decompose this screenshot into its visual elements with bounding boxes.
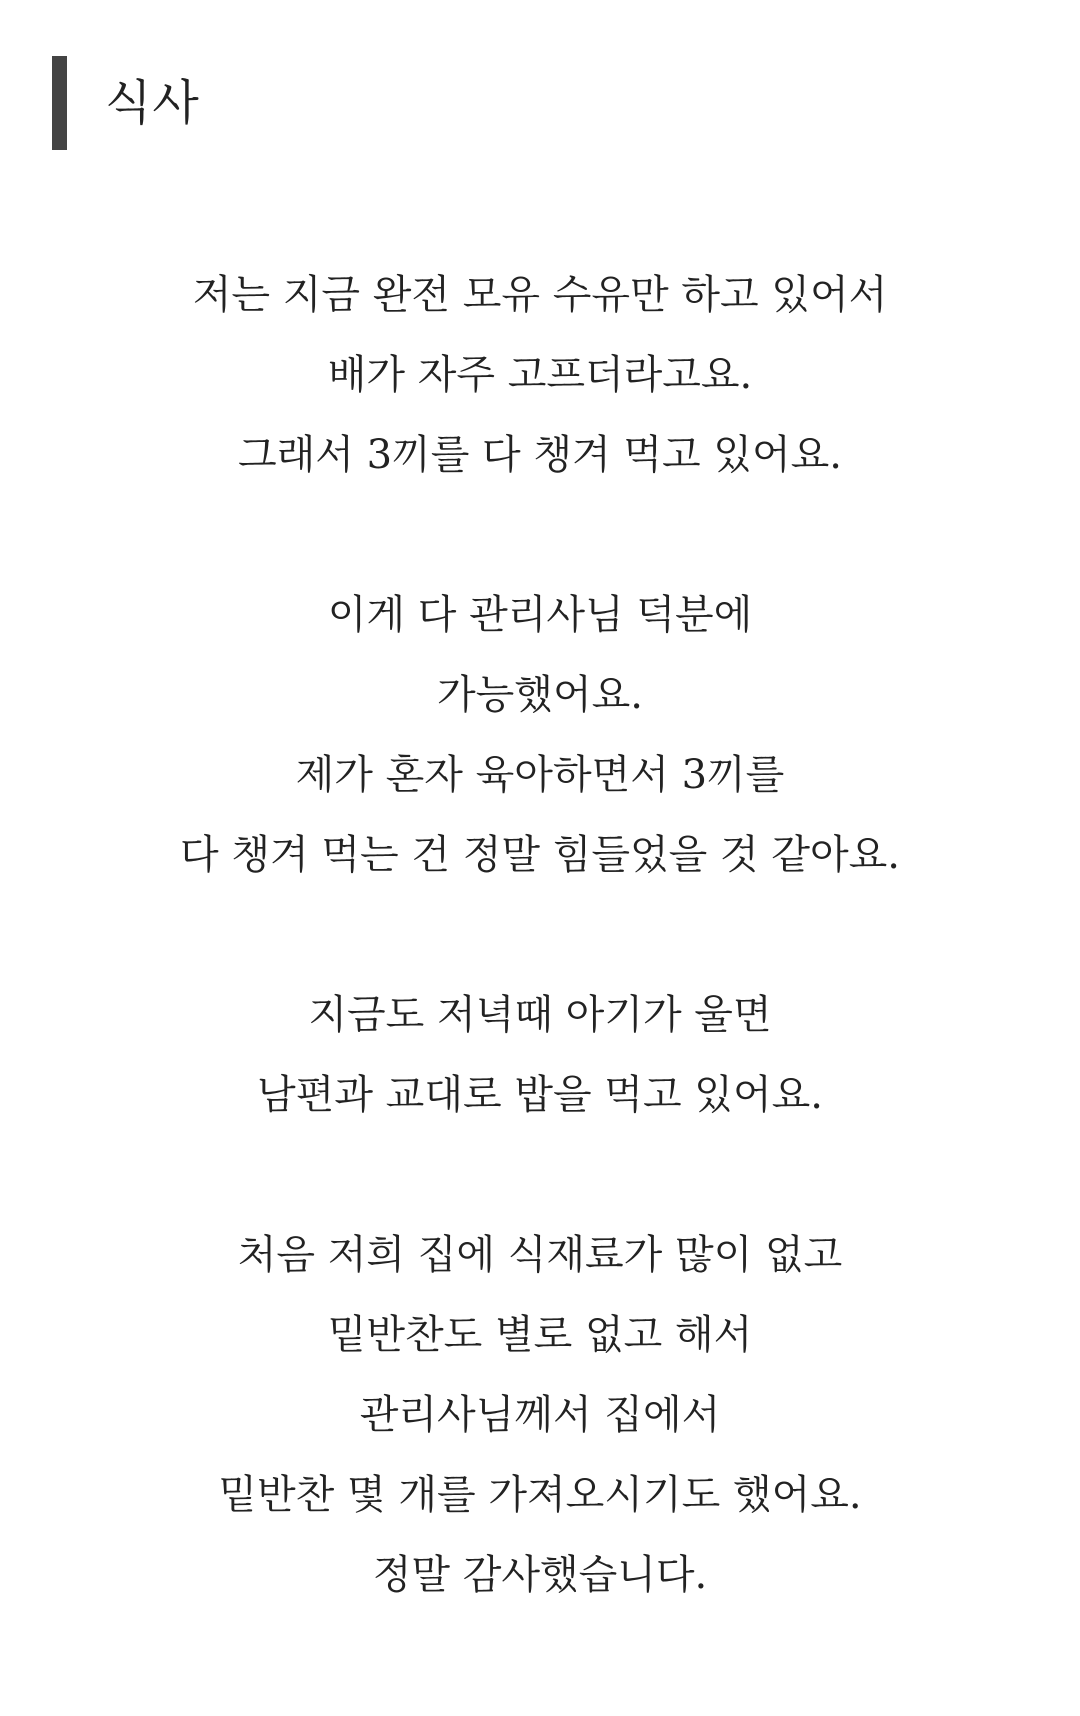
text-line: 밑반찬 몇 개를 가져오시기도 했어요.	[218, 1472, 862, 1518]
text-line: 처음 저희 집에 식재료가 많이 없고	[237, 1232, 843, 1278]
section-title: 식사	[105, 75, 200, 131]
text-line: 배가 자주 고프더라고요.	[327, 352, 753, 398]
text-line: 관리사님께서 집에서	[359, 1392, 721, 1438]
paragraph	[0, 255, 1080, 495]
review-body	[0, 255, 1080, 1695]
text-line: 제가 혼자 육아하면서 3끼를	[295, 752, 785, 798]
text-line: 남편과 교대로 밥을 먹고 있어요.	[257, 1072, 823, 1118]
text-line: 가능했어요.	[437, 672, 643, 718]
paragraph	[0, 1215, 1080, 1615]
header-accent-bar	[52, 56, 67, 150]
paragraph	[0, 575, 1080, 895]
paragraph	[0, 975, 1080, 1135]
section-header	[52, 56, 200, 150]
text-line: 정말 감사했습니다.	[372, 1552, 708, 1598]
text-line: 저는 지금 완전 모유 수유만 하고 있어서	[192, 272, 888, 318]
text-line: 지금도 저녁때 아기가 울면	[308, 992, 772, 1038]
text-line: 다 챙겨 먹는 건 정말 힘들었을 것 같아요.	[180, 832, 900, 878]
text-line: 밑반찬도 별로 없고 해서	[327, 1312, 753, 1358]
text-line: 그래서 3끼를 다 챙겨 먹고 있어요.	[237, 432, 843, 478]
text-line: 이게 다 관리사님 덕분에	[327, 592, 753, 638]
